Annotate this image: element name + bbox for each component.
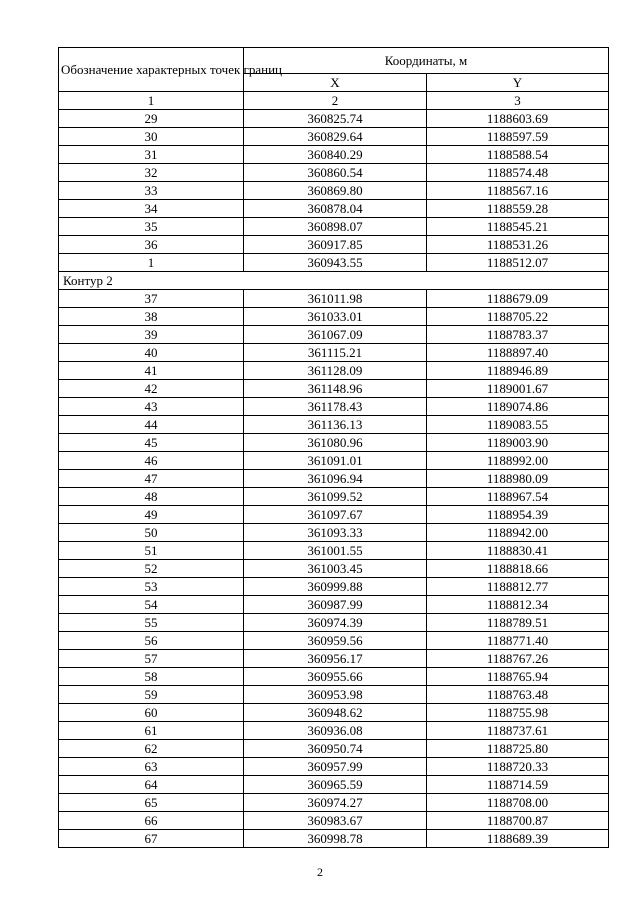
x-coordinate-cell: 360829.64	[244, 128, 427, 146]
y-coordinate-cell: 1188755.98	[427, 704, 609, 722]
point-id-cell: 41	[59, 362, 244, 380]
x-coordinate-cell: 360957.99	[244, 758, 427, 776]
point-id-cell: 62	[59, 740, 244, 758]
y-coordinate-cell: 1189083.55	[427, 416, 609, 434]
point-id-cell: 35	[59, 218, 244, 236]
table-row	[59, 578, 609, 596]
y-coordinate-cell: 1188689.39	[427, 830, 609, 848]
table-row	[59, 758, 609, 776]
column-number-row	[59, 92, 609, 110]
point-id-cell: 66	[59, 812, 244, 830]
y-coordinate-cell: 1188597.59	[427, 128, 609, 146]
point-id-cell: 29	[59, 110, 244, 128]
x-coordinate-cell: 361136.13	[244, 416, 427, 434]
y-coordinate-cell: 1188967.54	[427, 488, 609, 506]
point-id-cell: 61	[59, 722, 244, 740]
y-column-header: Y	[427, 74, 609, 92]
y-coordinate-cell: 1188708.00	[427, 794, 609, 812]
table-row	[59, 830, 609, 848]
section-label: Контур 2	[59, 272, 609, 290]
x-coordinate-cell: 360974.39	[244, 614, 427, 632]
x-coordinate-cell: 361067.09	[244, 326, 427, 344]
point-id-cell: 57	[59, 650, 244, 668]
y-coordinate-cell: 1188767.26	[427, 650, 609, 668]
y-coordinate-cell: 1188783.37	[427, 326, 609, 344]
point-id-cell: 47	[59, 470, 244, 488]
point-id-cell: 44	[59, 416, 244, 434]
table-row	[59, 704, 609, 722]
y-coordinate-cell: 1188567.16	[427, 182, 609, 200]
point-id-cell: 46	[59, 452, 244, 470]
x-coordinate-cell: 361115.21	[244, 344, 427, 362]
x-coordinate-cell: 361003.45	[244, 560, 427, 578]
y-coordinate-cell: 1188512.07	[427, 254, 609, 272]
y-coordinate-cell: 1188765.94	[427, 668, 609, 686]
x-coordinate-cell: 361099.52	[244, 488, 427, 506]
y-coordinate-cell: 1188714.59	[427, 776, 609, 794]
page-number: 2	[317, 865, 323, 879]
y-coordinate-cell: 1188545.21	[427, 218, 609, 236]
table-row	[59, 668, 609, 686]
y-coordinate-cell: 1188603.69	[427, 110, 609, 128]
x-coordinate-cell: 360840.29	[244, 146, 427, 164]
x-coordinate-cell: 360869.80	[244, 182, 427, 200]
table-row	[59, 218, 609, 236]
point-id-cell: 37	[59, 290, 244, 308]
table-row	[59, 596, 609, 614]
table-row	[59, 524, 609, 542]
y-coordinate-cell: 1188942.00	[427, 524, 609, 542]
y-coordinate-cell: 1188705.22	[427, 308, 609, 326]
x-coordinate-cell: 360987.99	[244, 596, 427, 614]
y-coordinate-cell: 1188763.48	[427, 686, 609, 704]
point-id-cell: 40	[59, 344, 244, 362]
table-row	[59, 722, 609, 740]
x-coordinate-cell: 360878.04	[244, 200, 427, 218]
point-id-cell: 54	[59, 596, 244, 614]
column-number-3: 3	[427, 92, 609, 110]
table-row	[59, 200, 609, 218]
table-row	[59, 488, 609, 506]
point-id-cell: 56	[59, 632, 244, 650]
y-coordinate-cell: 1188737.61	[427, 722, 609, 740]
point-id-cell: 58	[59, 668, 244, 686]
point-id-cell: 45	[59, 434, 244, 452]
y-coordinate-cell: 1188897.40	[427, 344, 609, 362]
x-coordinate-cell: 360948.62	[244, 704, 427, 722]
y-coordinate-cell: 1189074.86	[427, 398, 609, 416]
y-coordinate-cell: 1189001.67	[427, 380, 609, 398]
table-row	[59, 686, 609, 704]
y-coordinate-cell: 1188700.87	[427, 812, 609, 830]
x-coordinate-cell: 360953.98	[244, 686, 427, 704]
point-id-cell: 59	[59, 686, 244, 704]
table-row	[59, 650, 609, 668]
table-row	[59, 254, 609, 272]
x-coordinate-cell: 361001.55	[244, 542, 427, 560]
y-coordinate-cell: 1188588.54	[427, 146, 609, 164]
x-coordinate-cell: 361011.98	[244, 290, 427, 308]
table-row	[59, 164, 609, 182]
table-row	[59, 452, 609, 470]
x-coordinate-cell: 360959.56	[244, 632, 427, 650]
table-row	[59, 308, 609, 326]
x-coordinate-cell: 361033.01	[244, 308, 427, 326]
point-id-cell: 39	[59, 326, 244, 344]
table-row	[59, 470, 609, 488]
table-row	[59, 740, 609, 758]
x-coordinate-cell: 361080.96	[244, 434, 427, 452]
y-coordinate-cell: 1188812.34	[427, 596, 609, 614]
y-coordinate-cell: 1188812.77	[427, 578, 609, 596]
table-row	[59, 506, 609, 524]
point-id-cell: 36	[59, 236, 244, 254]
y-coordinate-cell: 1188992.00	[427, 452, 609, 470]
x-coordinate-cell: 360943.55	[244, 254, 427, 272]
y-coordinate-cell: 1188789.51	[427, 614, 609, 632]
y-coordinate-cell: 1188531.26	[427, 236, 609, 254]
table-row	[59, 380, 609, 398]
coordinates-table	[58, 47, 609, 848]
table-row	[59, 236, 609, 254]
point-id-cell: 33	[59, 182, 244, 200]
table-row	[59, 560, 609, 578]
x-coordinate-cell: 361097.67	[244, 506, 427, 524]
coordinates-header: Координаты, м	[244, 48, 609, 74]
point-id-cell: 60	[59, 704, 244, 722]
x-coordinate-cell: 361128.09	[244, 362, 427, 380]
y-coordinate-cell: 1188771.40	[427, 632, 609, 650]
point-id-cell: 34	[59, 200, 244, 218]
y-coordinate-cell: 1188559.28	[427, 200, 609, 218]
table-row	[59, 398, 609, 416]
y-coordinate-cell: 1188954.39	[427, 506, 609, 524]
x-coordinate-cell: 360898.07	[244, 218, 427, 236]
point-id-cell: 64	[59, 776, 244, 794]
point-id-cell: 52	[59, 560, 244, 578]
y-coordinate-cell: 1188725.80	[427, 740, 609, 758]
x-coordinate-cell: 360936.08	[244, 722, 427, 740]
point-id-cell: 63	[59, 758, 244, 776]
point-id-cell: 30	[59, 128, 244, 146]
y-coordinate-cell: 1188679.09	[427, 290, 609, 308]
points-column-header: Обозначение характерных точек границ	[59, 48, 244, 92]
x-coordinate-cell: 360998.78	[244, 830, 427, 848]
x-coordinate-cell: 361148.96	[244, 380, 427, 398]
x-coordinate-cell: 361093.33	[244, 524, 427, 542]
table-row	[59, 632, 609, 650]
x-coordinate-cell: 360860.54	[244, 164, 427, 182]
y-coordinate-cell: 1188574.48	[427, 164, 609, 182]
y-coordinate-cell: 1188830.41	[427, 542, 609, 560]
column-number-1: 1	[59, 92, 244, 110]
point-id-cell: 32	[59, 164, 244, 182]
x-coordinate-cell: 361091.01	[244, 452, 427, 470]
section-row	[59, 272, 609, 290]
table-row	[59, 362, 609, 380]
point-id-cell: 43	[59, 398, 244, 416]
point-id-cell: 65	[59, 794, 244, 812]
x-coordinate-cell: 360917.85	[244, 236, 427, 254]
point-id-cell: 48	[59, 488, 244, 506]
table-row	[59, 416, 609, 434]
table-row	[59, 110, 609, 128]
table-row	[59, 434, 609, 452]
table-row	[59, 776, 609, 794]
y-coordinate-cell: 1189003.90	[427, 434, 609, 452]
point-id-cell: 53	[59, 578, 244, 596]
y-coordinate-cell: 1188946.89	[427, 362, 609, 380]
table-row	[59, 344, 609, 362]
x-coordinate-cell: 360950.74	[244, 740, 427, 758]
point-id-cell: 31	[59, 146, 244, 164]
point-id-cell: 42	[59, 380, 244, 398]
point-id-cell: 1	[59, 254, 244, 272]
table-row	[59, 290, 609, 308]
table-row	[59, 326, 609, 344]
point-id-cell: 51	[59, 542, 244, 560]
point-id-cell: 38	[59, 308, 244, 326]
table-row	[59, 542, 609, 560]
table-row	[59, 146, 609, 164]
x-coordinate-cell: 360956.17	[244, 650, 427, 668]
point-id-cell: 50	[59, 524, 244, 542]
x-coordinate-cell: 360825.74	[244, 110, 427, 128]
table-row	[59, 794, 609, 812]
table-row	[59, 812, 609, 830]
point-id-cell: 67	[59, 830, 244, 848]
x-coordinate-cell: 360965.59	[244, 776, 427, 794]
table-row	[59, 614, 609, 632]
table-row	[59, 128, 609, 146]
x-coordinate-cell: 360974.27	[244, 794, 427, 812]
x-coordinate-cell: 360983.67	[244, 812, 427, 830]
x-coordinate-cell: 360955.66	[244, 668, 427, 686]
point-id-cell: 55	[59, 614, 244, 632]
y-coordinate-cell: 1188720.33	[427, 758, 609, 776]
y-coordinate-cell: 1188818.66	[427, 560, 609, 578]
y-coordinate-cell: 1188980.09	[427, 470, 609, 488]
x-coordinate-cell: 361096.94	[244, 470, 427, 488]
column-number-2: 2	[244, 92, 427, 110]
x-column-header: X	[244, 74, 427, 92]
point-id-cell: 49	[59, 506, 244, 524]
x-coordinate-cell: 361178.43	[244, 398, 427, 416]
header-row-top	[59, 48, 609, 74]
table-row	[59, 182, 609, 200]
x-coordinate-cell: 360999.88	[244, 578, 427, 596]
